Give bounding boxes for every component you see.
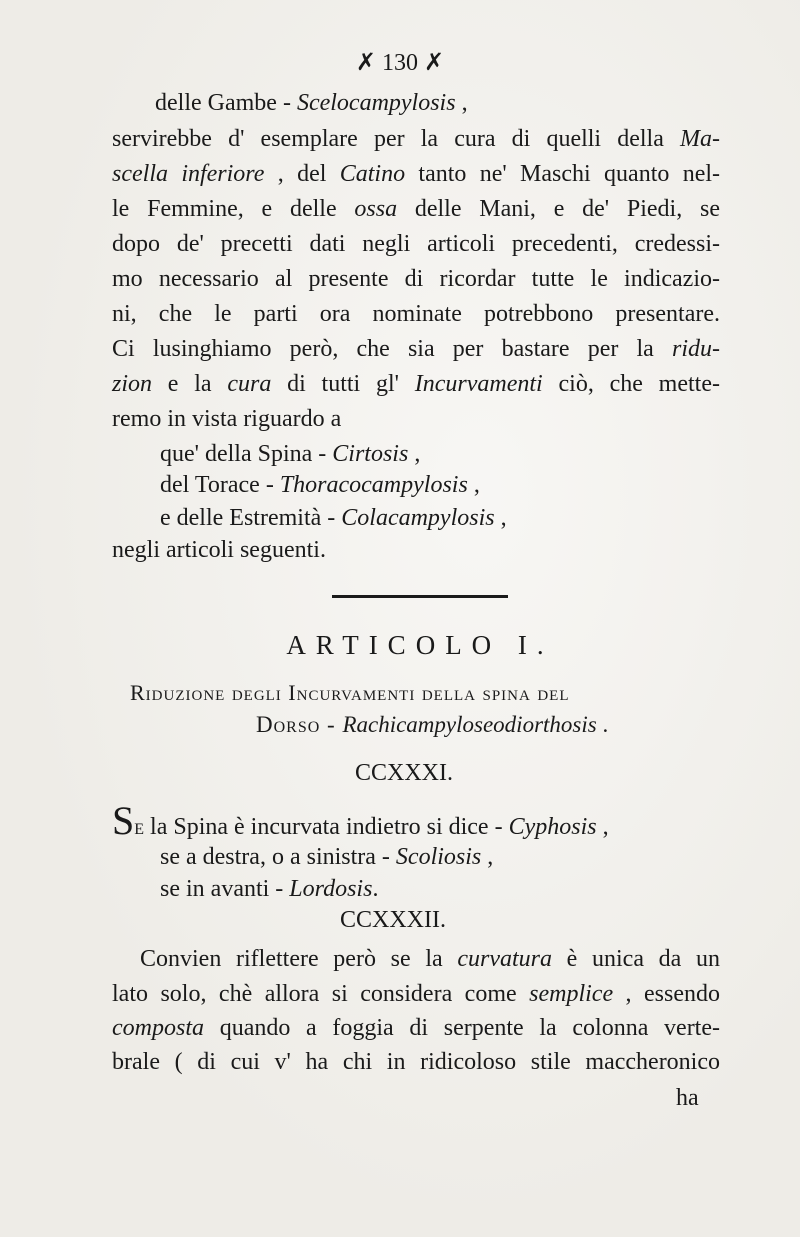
- article-subtitle: Riduzione degli Incurvamenti della spina del: [130, 680, 570, 705]
- italic-term: Cirtosis: [332, 441, 409, 467]
- text-line: [112, 369, 720, 399]
- text-span: E: [134, 821, 145, 838]
- text-span: ,: [481, 844, 494, 870]
- text-line: dopo de' precetti dati negli articoli precedenti, credessi-: [112, 231, 720, 257]
- text-span: ,: [596, 814, 609, 840]
- text-span: di tutti gl': [271, 371, 415, 397]
- text-span: delle Mani, e de' Piedi, se: [397, 196, 720, 222]
- text-span: ,: [494, 505, 507, 531]
- italic-term: Scelocampylosis: [296, 90, 456, 116]
- text-span: , essendo: [613, 981, 721, 1007]
- article-subtitle: [256, 710, 608, 740]
- italic-term: cura: [227, 371, 272, 397]
- list-item: [160, 470, 480, 500]
- text-span: .: [596, 712, 609, 737]
- italic-term: curvatura: [457, 946, 552, 972]
- italic-term: Thoracocampylosis: [279, 472, 468, 498]
- text-line: [112, 334, 720, 364]
- text-line: [112, 194, 720, 224]
- text-span: ,: [455, 90, 468, 116]
- ornament-left: ✗: [355, 50, 376, 76]
- text-span: Dorso -: [256, 712, 343, 737]
- italic-term: Cyphosis: [508, 814, 597, 840]
- italic-term: Scoliosis: [395, 844, 482, 870]
- text-span: se a destra, o a sinistra -: [160, 844, 396, 870]
- text-line: [112, 1013, 720, 1043]
- italic-term: ridu-: [672, 336, 720, 362]
- text-line: [112, 124, 720, 154]
- list-item: [160, 439, 420, 469]
- text-span: ciò, che mette-: [542, 371, 720, 397]
- italic-term: composta: [112, 1015, 204, 1041]
- text-line: [112, 979, 720, 1009]
- text-line: negli articoli seguenti.: [112, 537, 326, 563]
- text-span: ,: [467, 472, 480, 498]
- italic-term: Lordosis: [289, 876, 373, 902]
- italic-term: semplice: [529, 981, 614, 1007]
- text-span: le Femmine, e delle: [112, 196, 355, 222]
- text-span: e la: [152, 371, 228, 397]
- list-item: [160, 874, 378, 904]
- text-line: brale ( di cui v' ha chi in ridicoloso stile maccheronico: [112, 1049, 720, 1075]
- text-line: [140, 944, 720, 974]
- italic-term: Incurvamenti: [414, 371, 543, 397]
- italic-term: Catino: [339, 161, 406, 187]
- italic-term: Rachicampyloseodiorthosis: [342, 712, 597, 737]
- text-span: se in avanti -: [160, 876, 290, 902]
- ornament-right: ✗: [424, 50, 445, 76]
- text-span: Ci lusinghiamo però, che sia per bastare per la: [112, 336, 672, 362]
- section-number: CCXXXI.: [355, 760, 454, 786]
- text-span: del Torace -: [160, 472, 280, 498]
- text-line: remo in vista riguardo a: [112, 406, 342, 432]
- text-span: lato solo, chè allora si considera come: [112, 981, 530, 1007]
- text-span: , del: [264, 161, 340, 187]
- text-span: e delle Estremità -: [160, 505, 342, 531]
- text-line: [155, 88, 468, 118]
- catchword: ha: [676, 1085, 699, 1111]
- text-span: delle Gambe -: [155, 90, 297, 116]
- italic-term: ossa: [354, 196, 398, 222]
- italic-term: Ma-: [680, 126, 720, 152]
- section-number: CCXXXII.: [340, 907, 446, 933]
- text-span: la Spina è incurvata indietro si dice -: [144, 814, 509, 840]
- list-item: [160, 842, 493, 872]
- text-span: ,: [408, 441, 421, 467]
- page-header: [0, 48, 800, 77]
- text-span: tanto ne' Maschi quanto nel-: [405, 161, 721, 187]
- text-line: mo necessario al presente di ricordar tutte le indicazio-: [112, 266, 720, 292]
- text-span: servirebbe d' esemplare per la cura di quelli della: [112, 126, 681, 152]
- drop-cap: S: [112, 798, 135, 843]
- text-span: Convien riflettere però se la: [140, 946, 458, 972]
- italic-term: scella inferiore: [112, 161, 265, 187]
- text-span: que' della Spina -: [160, 441, 333, 467]
- text-span: è unica da un: [551, 946, 721, 972]
- italic-term: Colacampylosis: [341, 505, 495, 531]
- text-line: [112, 159, 720, 189]
- text-line: [112, 798, 609, 845]
- text-span: .: [372, 876, 379, 902]
- section-divider: [332, 595, 508, 598]
- text-span: quando a foggia di serpente la colonna verte-: [204, 1015, 720, 1041]
- text-line: ni, che le parti ora nominate potrebbono presentare.: [112, 301, 720, 327]
- list-item: [160, 503, 507, 533]
- article-title: ARTICOLO I.: [286, 630, 554, 660]
- italic-term: zion: [112, 371, 153, 397]
- page-number: 130: [382, 50, 418, 76]
